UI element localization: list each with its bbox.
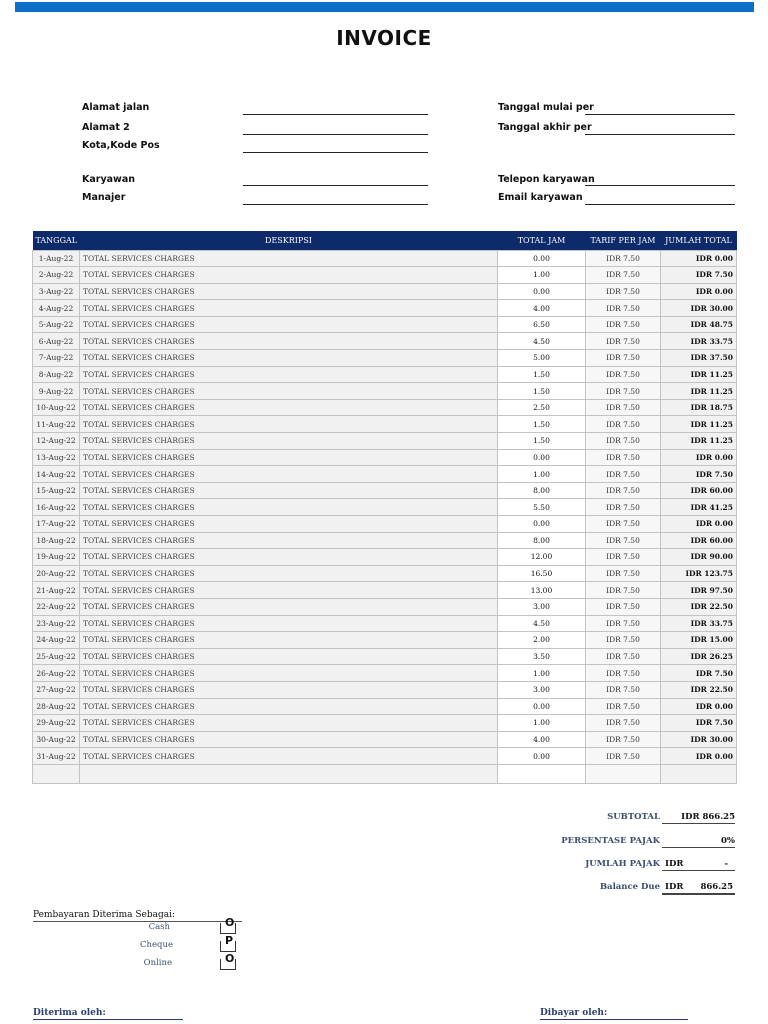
date-cell: 6-Aug-22 [33,333,80,350]
amount-cell: IDR 48.75 [661,316,737,333]
description-cell: TOTAL SERVICES CHARGES [80,598,498,615]
tax-amount-underline [662,870,735,871]
rate-cell: IDR 7.50 [586,333,661,350]
field-label-manager: Manajer [82,192,126,203]
table-row [33,648,737,665]
received-by-label: Diterima oleh: [33,1008,106,1018]
description-cell: TOTAL SERVICES CHARGES [80,433,498,450]
field-label-employee-email: Email karyawan [498,192,583,203]
table-row [33,532,737,549]
table-row [33,399,737,416]
hours-cell: 1.00 [498,715,586,732]
amount-cell: IDR 0.00 [661,516,737,533]
amount-cell: IDR 15.00 [661,632,737,649]
rate-cell: IDR 7.50 [586,549,661,566]
amount-cell: IDR 7.50 [661,466,737,483]
hours-cell: 0.00 [498,748,586,765]
date-cell [33,764,80,783]
amount-cell: IDR 41.25 [661,499,737,516]
hours-cell: 2.50 [498,399,586,416]
date-cell: 2-Aug-22 [33,267,80,284]
amount-cell: IDR 18.75 [661,399,737,416]
hours-cell: 5.00 [498,350,586,367]
date-cell: 27-Aug-22 [33,681,80,698]
amount-cell: IDR 33.75 [661,615,737,632]
amount-cell: IDR 11.25 [661,416,737,433]
field-line-employee-email[interactable] [585,204,735,205]
hours-cell: 6.50 [498,316,586,333]
amount-cell: IDR 33.75 [661,333,737,350]
field-line-manager[interactable] [243,204,428,205]
subtotal-value: IDR 866.25 [681,812,735,822]
description-cell: TOTAL SERVICES CHARGES [80,516,498,533]
amount-cell: IDR 60.00 [661,482,737,499]
hours-cell: 1.50 [498,383,586,400]
tax-amount-label: JUMLAH PAJAK [585,859,660,869]
amount-cell: IDR 0.00 [661,748,737,765]
description-cell: TOTAL SERVICES CHARGES [80,350,498,367]
tax-percent-value: 0% [721,836,735,846]
table-row [33,698,737,715]
field-line-start-date[interactable] [585,114,735,115]
amount-cell: IDR 26.25 [661,648,737,665]
rate-cell: IDR 7.50 [586,598,661,615]
hours-cell: 8.00 [498,482,586,499]
amount-cell: IDR 22.50 [661,681,737,698]
table-row [33,499,737,516]
field-line-employee-phone[interactable] [585,185,735,186]
date-cell: 31-Aug-22 [33,748,80,765]
description-cell: TOTAL SERVICES CHARGES [80,316,498,333]
hours-cell: 3.00 [498,598,586,615]
rate-cell: IDR 7.50 [586,366,661,383]
date-cell: 18-Aug-22 [33,532,80,549]
amount-cell: IDR 0.00 [661,250,737,267]
description-cell: TOTAL SERVICES CHARGES [80,366,498,383]
hours-cell: 5.50 [498,499,586,516]
description-cell: TOTAL SERVICES CHARGES [80,632,498,649]
amount-cell: IDR 7.50 [661,715,737,732]
description-cell: TOTAL SERVICES CHARGES [80,300,498,317]
description-cell: TOTAL SERVICES CHARGES [80,681,498,698]
payment-option-online-label: Online [143,958,172,968]
description-cell: TOTAL SERVICES CHARGES [80,250,498,267]
rate-cell: IDR 7.50 [586,433,661,450]
hours-cell: 3.00 [498,681,586,698]
amount-cell: IDR 7.50 [661,267,737,284]
date-cell: 16-Aug-22 [33,499,80,516]
amount-cell: IDR 0.00 [661,283,737,300]
amount-cell: IDR 60.00 [661,532,737,549]
date-cell: 14-Aug-22 [33,466,80,483]
date-cell: 26-Aug-22 [33,665,80,682]
field-line-end-date[interactable] [585,134,735,135]
hours-cell [498,764,586,783]
column-header-total-amount: JUMLAH TOTAL [661,231,737,250]
amount-cell: IDR 22.50 [661,598,737,615]
table-row [33,681,737,698]
field-label-employee-phone: Telepon karyawan [498,174,595,185]
description-cell: TOTAL SERVICES CHARGES [80,482,498,499]
hours-cell: 13.00 [498,582,586,599]
rate-cell: IDR 7.50 [586,731,661,748]
description-cell: TOTAL SERVICES CHARGES [80,615,498,632]
table-row [33,316,737,333]
table-row [33,283,737,300]
paid-by-label: Dibayar oleh: [540,1008,608,1018]
amount-cell [661,764,737,783]
rate-cell: IDR 7.50 [586,449,661,466]
table-row [33,764,737,783]
date-cell: 20-Aug-22 [33,565,80,582]
subtotal-label: SUBTOTAL [607,812,660,822]
date-cell: 28-Aug-22 [33,698,80,715]
rate-cell: IDR 7.50 [586,499,661,516]
field-label-city-zip: Kota,Kode Pos [82,140,160,151]
table-row [33,615,737,632]
tax-amount-value: - [724,859,728,869]
hours-cell: 4.50 [498,615,586,632]
hours-cell: 0.00 [498,516,586,533]
description-cell: TOTAL SERVICES CHARGES [80,648,498,665]
table-row [33,565,737,582]
tax-percent-underline [662,847,735,848]
hours-cell: 3.50 [498,648,586,665]
table-row [33,598,737,615]
date-cell: 10-Aug-22 [33,399,80,416]
hours-cell: 0.00 [498,283,586,300]
description-cell: TOTAL SERVICES CHARGES [80,383,498,400]
rate-cell: IDR 7.50 [586,516,661,533]
hours-cell: 12.00 [498,549,586,566]
description-cell: TOTAL SERVICES CHARGES [80,731,498,748]
amount-cell: IDR 37.50 [661,350,737,367]
table-row [33,416,737,433]
description-cell: TOTAL SERVICES CHARGES [80,283,498,300]
balance-due-underline [662,893,735,895]
received-by-signature-line[interactable] [33,1019,183,1020]
paid-by-signature-line[interactable] [540,1019,688,1020]
table-row [33,267,737,284]
rate-cell: IDR 7.50 [586,532,661,549]
field-label-street: Alamat jalan [82,102,150,113]
rate-cell: IDR 7.50 [586,316,661,333]
column-header-date: TANGGAL [33,231,80,250]
table-row [33,582,737,599]
balance-due-currency: IDR [665,882,684,892]
field-line-address2[interactable] [243,134,428,135]
hours-cell: 0.00 [498,250,586,267]
hours-cell: 4.50 [498,333,586,350]
date-cell: 4-Aug-22 [33,300,80,317]
amount-cell: IDR 11.25 [661,433,737,450]
amount-cell: IDR 0.00 [661,698,737,715]
hours-cell: 1.50 [498,433,586,450]
table-row [33,632,737,649]
hours-cell: 16.50 [498,565,586,582]
description-cell: TOTAL SERVICES CHARGES [80,698,498,715]
table-row [33,350,737,367]
description-cell: TOTAL SERVICES CHARGES [80,549,498,566]
table-row [33,748,737,765]
table-row [33,383,737,400]
hours-cell: 4.00 [498,731,586,748]
rate-cell: IDR 7.50 [586,582,661,599]
rate-cell: IDR 7.50 [586,615,661,632]
payment-option-online-mark: O [225,952,235,965]
description-cell: TOTAL SERVICES CHARGES [80,748,498,765]
table-row [33,482,737,499]
table-row [33,300,737,317]
date-cell: 30-Aug-22 [33,731,80,748]
rate-cell: IDR 7.50 [586,250,661,267]
tax-amount-currency: IDR [665,859,684,869]
date-cell: 9-Aug-22 [33,383,80,400]
hours-cell: 1.50 [498,366,586,383]
field-line-street[interactable] [243,114,428,115]
table-row [33,665,737,682]
rate-cell: IDR 7.50 [586,681,661,698]
table-row [33,731,737,748]
rate-cell: IDR 7.50 [586,383,661,400]
amount-cell: IDR 11.25 [661,366,737,383]
hours-cell: 1.50 [498,416,586,433]
payment-option-cash-mark: O [225,916,235,929]
table-row [33,250,737,267]
date-cell: 1-Aug-22 [33,250,80,267]
field-label-start-date: Tanggal mulai per [498,102,594,113]
invoice-items-table [32,231,737,784]
table-row [33,549,737,566]
date-cell: 23-Aug-22 [33,615,80,632]
description-cell: TOTAL SERVICES CHARGES [80,582,498,599]
date-cell: 29-Aug-22 [33,715,80,732]
rate-cell: IDR 7.50 [586,715,661,732]
date-cell: 15-Aug-22 [33,482,80,499]
rate-cell [586,764,661,783]
description-cell: TOTAL SERVICES CHARGES [80,565,498,582]
description-cell: TOTAL SERVICES CHARGES [80,499,498,516]
date-cell: 21-Aug-22 [33,582,80,599]
date-cell: 12-Aug-22 [33,433,80,450]
rate-cell: IDR 7.50 [586,698,661,715]
payment-option-cheque-mark: P [225,934,234,947]
hours-cell: 0.00 [498,698,586,715]
table-row [33,449,737,466]
table-row [33,366,737,383]
date-cell: 25-Aug-22 [33,648,80,665]
payment-heading: Pembayaran Diterima Sebagai: [33,910,176,920]
top-accent-bar [15,2,754,12]
date-cell: 8-Aug-22 [33,366,80,383]
rate-cell: IDR 7.50 [586,648,661,665]
field-line-employee[interactable] [243,185,428,186]
rate-cell: IDR 7.50 [586,350,661,367]
description-cell: TOTAL SERVICES CHARGES [80,333,498,350]
column-header-description: DESKRIPSI [80,231,498,250]
description-cell: TOTAL SERVICES CHARGES [80,449,498,466]
hours-cell: 1.00 [498,267,586,284]
description-cell: TOTAL SERVICES CHARGES [80,416,498,433]
date-cell: 22-Aug-22 [33,598,80,615]
tax-percent-label: PERSENTASE PAJAK [561,836,660,846]
amount-cell: IDR 7.50 [661,665,737,682]
date-cell: 3-Aug-22 [33,283,80,300]
table-row [33,466,737,483]
hours-cell: 1.00 [498,466,586,483]
description-cell: TOTAL SERVICES CHARGES [80,532,498,549]
rate-cell: IDR 7.50 [586,466,661,483]
hours-cell: 4.00 [498,300,586,317]
amount-cell: IDR 11.25 [661,383,737,400]
date-cell: 5-Aug-22 [33,316,80,333]
description-cell: TOTAL SERVICES CHARGES [80,665,498,682]
rate-cell: IDR 7.50 [586,300,661,317]
field-label-employee: Karyawan [82,174,136,185]
table-row [33,516,737,533]
field-label-address2: Alamat 2 [82,122,130,133]
amount-cell: IDR 97.50 [661,582,737,599]
balance-due-label: Balance Due [599,882,660,892]
description-cell: TOTAL SERVICES CHARGES [80,399,498,416]
rate-cell: IDR 7.50 [586,267,661,284]
field-label-end-date: Tanggal akhir per [498,122,592,133]
rate-cell: IDR 7.50 [586,416,661,433]
amount-cell: IDR 30.00 [661,731,737,748]
rate-cell: IDR 7.50 [586,565,661,582]
rate-cell: IDR 7.50 [586,665,661,682]
table-row [33,715,737,732]
rate-cell: IDR 7.50 [586,482,661,499]
date-cell: 19-Aug-22 [33,549,80,566]
hours-cell: 8.00 [498,532,586,549]
field-line-city-zip[interactable] [243,152,428,153]
hours-cell: 0.00 [498,449,586,466]
subtotal-underline [662,823,735,824]
amount-cell: IDR 90.00 [661,549,737,566]
table-row [33,333,737,350]
hours-cell: 2.00 [498,632,586,649]
table-row [33,433,737,450]
rate-cell: IDR 7.50 [586,632,661,649]
column-header-total-hours: TOTAL JAM [498,231,586,250]
date-cell: 17-Aug-22 [33,516,80,533]
amount-cell: IDR 0.00 [661,449,737,466]
table-header-row [33,231,737,250]
amount-cell: IDR 30.00 [661,300,737,317]
rate-cell: IDR 7.50 [586,748,661,765]
date-cell: 11-Aug-22 [33,416,80,433]
balance-due-value: 866.25 [700,882,733,892]
date-cell: 24-Aug-22 [33,632,80,649]
description-cell [80,764,498,783]
page-title: INVOICE [336,26,432,50]
payment-option-cash-label: Cash [148,922,170,932]
rate-cell: IDR 7.50 [586,283,661,300]
hours-cell: 1.00 [498,665,586,682]
date-cell: 7-Aug-22 [33,350,80,367]
rate-cell: IDR 7.50 [586,399,661,416]
description-cell: TOTAL SERVICES CHARGES [80,466,498,483]
description-cell: TOTAL SERVICES CHARGES [80,715,498,732]
column-header-hourly-rate: TARIF PER JAM [586,231,661,250]
amount-cell: IDR 123.75 [661,565,737,582]
description-cell: TOTAL SERVICES CHARGES [80,267,498,284]
payment-option-cheque-label: Cheque [140,940,173,950]
date-cell: 13-Aug-22 [33,449,80,466]
